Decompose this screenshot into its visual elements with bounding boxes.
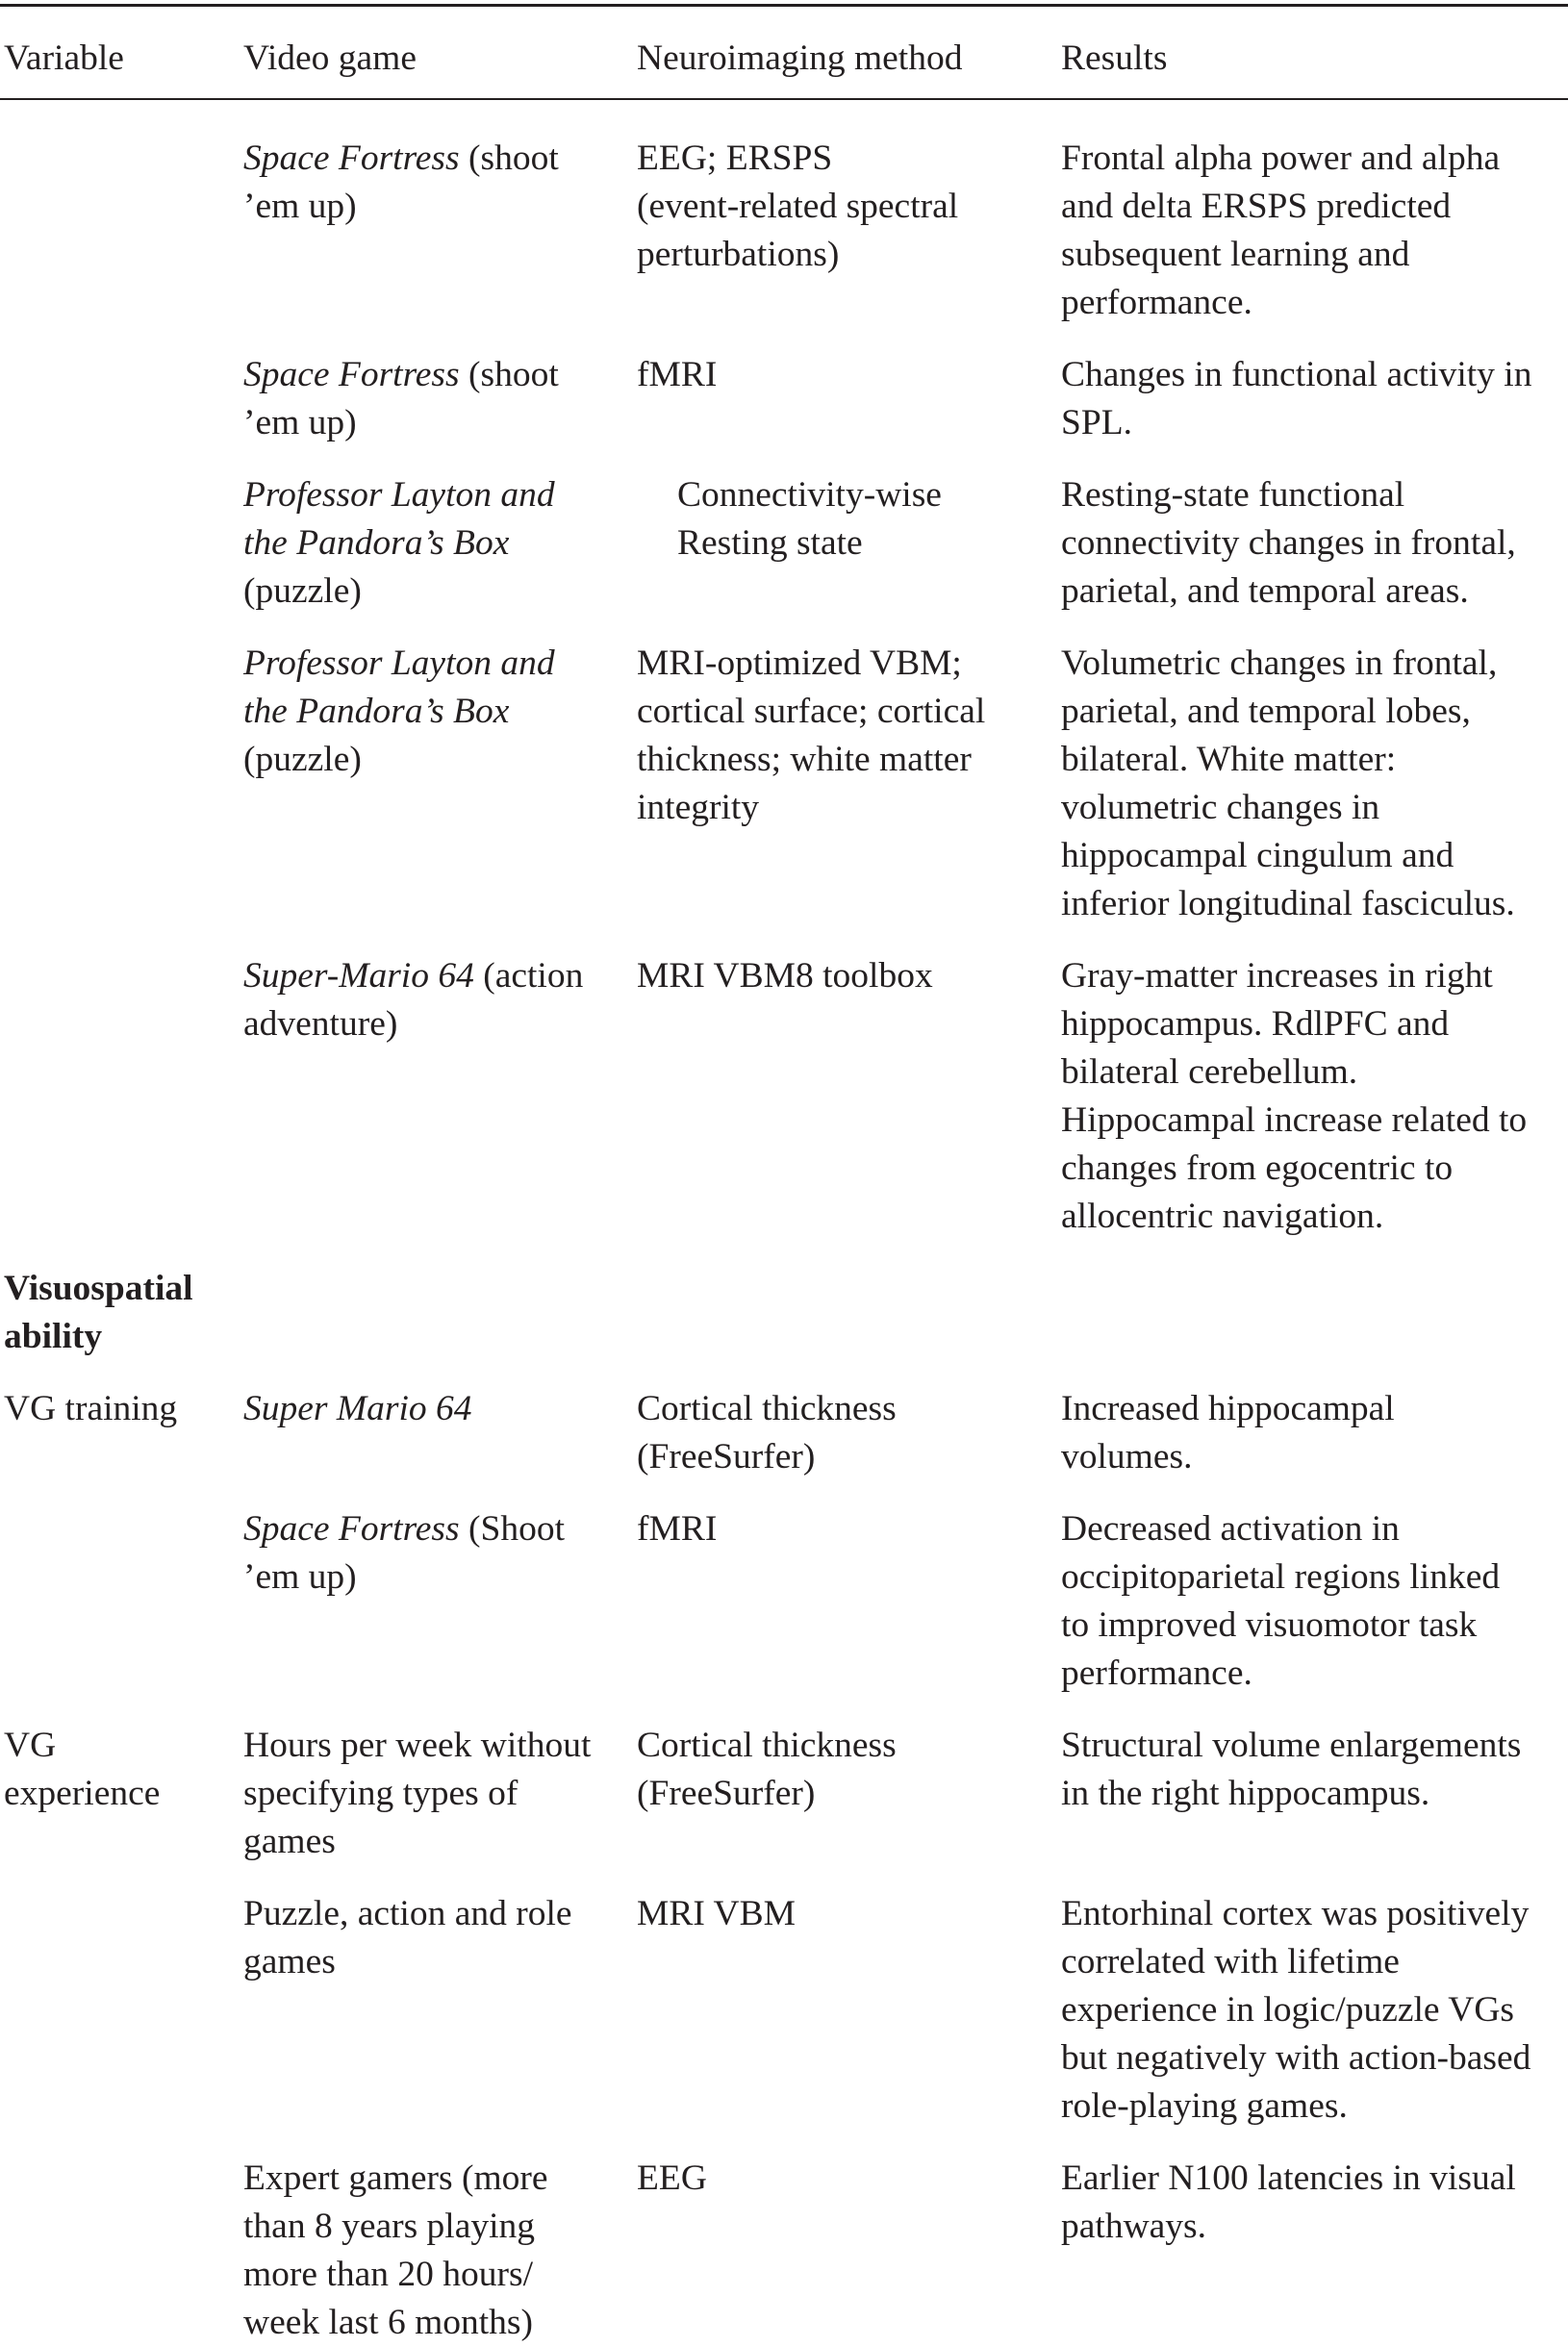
header-method: Neuroimaging method xyxy=(637,38,963,78)
row-5-video-game: Super-Mario 64 (action adventure) xyxy=(243,956,584,1044)
row-11-results: Earlier N100 latencies in visual pathways. xyxy=(1061,2158,1516,2246)
row-1-video-game: Space Fortress (shoot ’em up) xyxy=(243,139,559,226)
row-8-video-game: Space Fortress (Shoot ’em up) xyxy=(243,1509,566,1597)
row-9-variable: VG experience xyxy=(4,1726,161,1813)
row-5-results: Gray-matter increases in right hippocampus. RdlPFC and bilateral cerebellum. Hippocampal increase related to changes from egocentric to allocentric navigation. xyxy=(1061,956,1528,1236)
row-10-results: Entorhinal cortex was positively correlated with lifetime experience in logic/puzzle VGs but negatively with action-based role-playing games. xyxy=(1061,1894,1531,2126)
row-1-results: Frontal alpha power and alpha and delta ERSPS predicted subsequent learning and performance. xyxy=(1061,139,1501,322)
row-9-video-game: Hours per week without specifying types of games xyxy=(243,1726,592,1861)
top-rule xyxy=(0,4,1568,7)
header-rule xyxy=(0,98,1568,100)
section-visuospatial-ability: Visuospatial ability xyxy=(4,1269,193,1356)
row-7-results: Increased hippocampal volumes. xyxy=(1061,1389,1395,1476)
row-11-method: EEG xyxy=(637,2158,707,2198)
row-3-results: Resting-state functional connectivity changes in frontal, parietal, and temporal areas. xyxy=(1061,475,1516,611)
header-video-game: Video game xyxy=(243,38,417,78)
row-2-video-game: Space Fortress (shoot ’em up) xyxy=(243,355,559,442)
row-4-method: MRI-optimized VBM; cortical surface; cortical thickness; white matter integrity xyxy=(637,644,986,827)
header-variable: Variable xyxy=(4,38,124,78)
row-5-method: MRI VBM8 toolbox xyxy=(637,956,933,996)
row-3-method: Connectivity-wise Resting state xyxy=(677,475,942,563)
row-10-video-game: Puzzle, action and role games xyxy=(243,1894,572,1981)
row-7-variable: VG training xyxy=(4,1389,178,1428)
row-9-method: Cortical thickness (FreeSurfer) xyxy=(637,1726,897,1813)
row-3-video-game: Professor Layton and the Pandora’s Box (puzzle) xyxy=(243,475,555,611)
row-9-results: Structural volume enlargements in the right hippocampus. xyxy=(1061,1726,1522,1813)
row-4-results: Volumetric changes in frontal, parietal, and temporal lobes, bilateral. White matter: volumetric changes in hippocampal cingulum and inferior longitudinal fasciculus. xyxy=(1061,644,1515,923)
row-1-method: EEG; ERSPS (event-related spectral perturbations) xyxy=(637,139,959,274)
row-4-video-game: Professor Layton and the Pandora’s Box (puzzle) xyxy=(243,644,555,779)
row-7-video-game: Super Mario 64 xyxy=(243,1389,472,1428)
row-8-results: Decreased activation in occipitoparietal regions linked to improved visuomotor task performance. xyxy=(1061,1509,1501,1693)
row-7-method: Cortical thickness (FreeSurfer) xyxy=(637,1389,897,1476)
header-results: Results xyxy=(1061,38,1168,78)
row-11-video-game: Expert gamers (more than 8 years playing more than 20 hours/ week last 6 months) xyxy=(243,2158,548,2342)
row-10-method: MRI VBM xyxy=(637,1894,796,1933)
row-2-method: fMRI xyxy=(637,355,718,394)
row-8-method: fMRI xyxy=(637,1509,718,1549)
row-2-results: Changes in functional activity in SPL. xyxy=(1061,355,1532,442)
